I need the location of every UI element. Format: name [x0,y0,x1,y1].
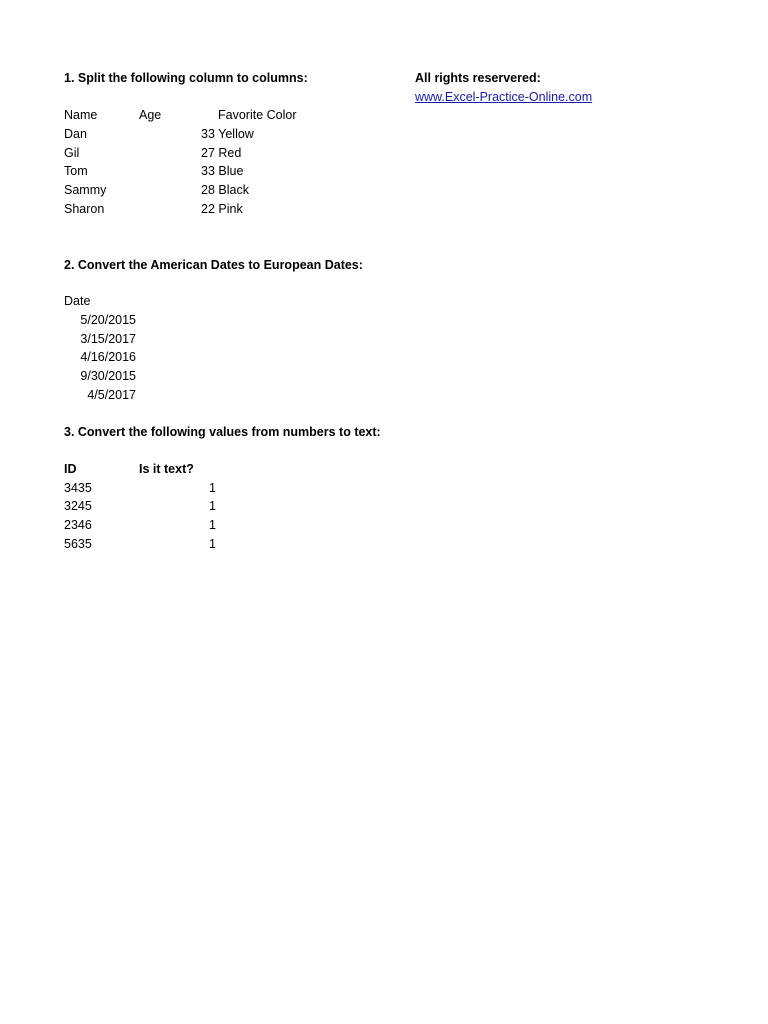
row-value: 28 Black [201,183,249,197]
id-cell: 5635 [64,537,92,551]
row-name: Tom [64,164,88,178]
website-link[interactable]: www.Excel-Practice-Online.com [415,90,593,104]
is-text-cell: 1 [209,537,216,551]
rights-title: All rights reservered: [415,71,541,85]
id-cell: 3435 [64,481,92,495]
row-value: 33 Yellow [201,127,254,141]
row-value: 22 Pink [201,202,243,216]
id-cell: 2346 [64,518,92,532]
is-text-cell: 1 [209,481,216,495]
date-cell: 5/20/2015 [80,313,136,327]
is-text-cell: 1 [209,499,216,513]
section2-title: 2. Convert the American Dates to European Dates: [64,258,363,272]
row-name: Gil [64,146,80,160]
is-text-cell: 1 [209,518,216,532]
row-value: 27 Red [201,146,242,160]
header-is-it-text: Is it text? [139,462,194,476]
header-id: ID [64,462,77,476]
id-cell: 3245 [64,499,92,513]
header-favorite-color: Favorite Color [218,108,297,122]
row-name: Sharon [64,202,105,216]
section3-title: 3. Convert the following values from numbers to text: [64,425,381,439]
row-name: Dan [64,127,87,141]
header-name: Name [64,108,98,122]
date-cell: 4/16/2016 [80,350,136,364]
header-date: Date [64,294,91,308]
section1-title: 1. Split the following column to columns: [64,71,308,85]
row-name: Sammy [64,183,107,197]
date-cell: 9/30/2015 [80,369,136,383]
date-cell: 3/15/2017 [80,332,136,346]
row-value: 33 Blue [201,164,244,178]
header-age: Age [139,108,162,122]
date-cell: 4/5/2017 [87,388,136,402]
